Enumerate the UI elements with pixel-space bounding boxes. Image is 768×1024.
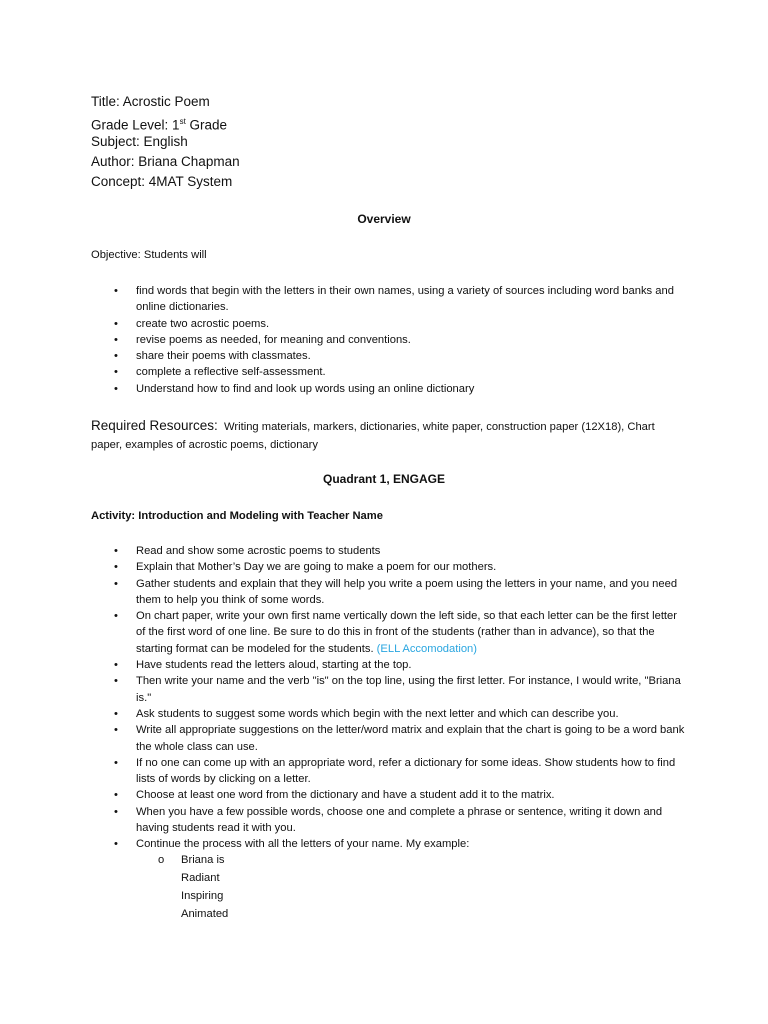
grade-level-sup: st [179,117,186,126]
overview-heading: Overview [357,212,411,226]
grade-level-text: Grade Level: 1 [91,117,180,133]
list-item: • Then write your name and the verb "is" on the top line, using the first letter. For instance, I would write, "Briana is." [114,675,681,704]
list-item: • create two acrostic poems. [114,317,270,330]
list-item: • share their poems with classmates. [114,350,311,363]
resources-text: Writing materials, markers, dictionaries, white paper, construction paper (12X18), Chart paper, examples of acrostic poems, dictionary [91,421,655,451]
ell-note: (ELL Accomodation) [376,642,477,655]
resources-label: Required Resources: [91,418,218,433]
list-item: • Understand how to find and look up words using an online dictionary [114,382,475,395]
list-item: • Write all appropriate suggestions on the letter/word matrix and explain that the chart is going to be a word bank the whole class can use. [114,724,685,753]
list-item: • find words that begin with the letters in their own names, using a variety of sources including word banks and online dictionaries. [114,285,674,314]
example-line: o Briana is [0,851,228,869]
lesson-title: Title: Acrostic Poem [91,94,210,109]
list-item: • Choose at least one word from the dictionary and have a student add it to the matrix. [114,789,555,802]
example-line: Inspiring [181,890,224,902]
example-line: Animated [181,908,229,920]
list-item: • Ask students to suggest some words which begin with the next letter and which can describe you. [114,707,619,720]
example-line: Radiant [181,872,220,884]
concept: Concept: 4MAT System [91,174,233,189]
list-item: • On chart paper, write your own first name vertically down the left side, so that each letter can be the first letter of the first word of one line. Be sure to do this in front of the students (rather than in advance), so that the starting format can be modeled for the students. (ELL Accomodation) [114,610,677,655]
list-item: • Explain that Mother’s Day we are going to make a poem for our mothers. [114,561,497,574]
sub-bullet-marker: o [158,854,165,866]
subject: Subject: English [91,134,188,149]
grade-level-suffix: Grade [185,117,228,133]
list-item: • Gather students and explain that they will help you write a poem using the letters in your name, and you need them to help you think of some words. [114,577,678,606]
quadrant1-heading: Quadrant 1, ENGAGE [322,472,446,486]
list-item: • revise poems as needed, for meaning and conventions. [114,333,411,346]
objective-list [0,283,768,397]
list-item: • Have students read the letters aloud, starting at the top. [114,659,412,672]
list-item: • Read and show some acrostic poems to students [114,545,381,557]
list-item: • Continue the process with all the letters of your name. My example: [114,838,470,851]
list-item: • If no one can come up with an appropriate word, refer a dictionary for some ideas. Show students how to find lists of words by clicking on a letter. [114,756,676,786]
activity-steps [0,543,768,853]
activity-heading [91,510,383,522]
example-poem [0,851,228,923]
activity-label: Activity: [91,510,136,522]
list-item: • complete a reflective self-assessment. [114,366,326,379]
activity-title: Introduction and Modeling with Teacher Name [138,510,383,522]
list-item: • When you have a few possible words, choose one and complete a phrase or sentence, writing it down and having students read it with you. [114,805,663,835]
required-resources [91,417,671,454]
author: Author: Briana Chapman [91,154,240,169]
objective-intro: Objective: Students will [91,249,207,261]
